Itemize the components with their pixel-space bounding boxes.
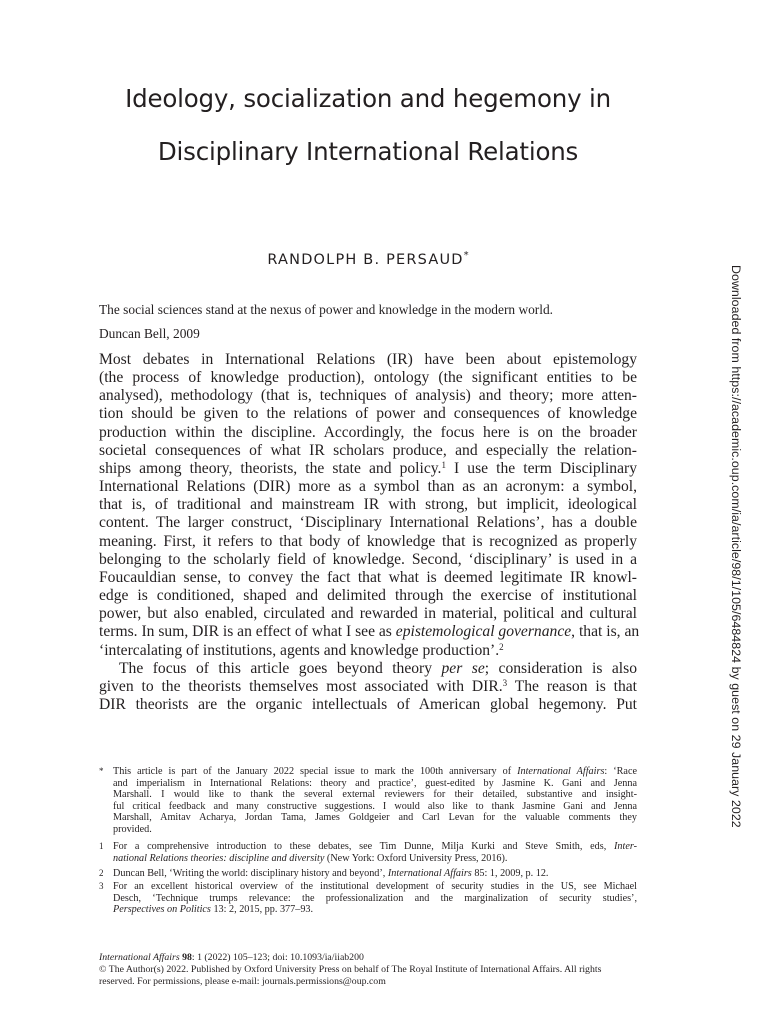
footer-citation: International Affairs 98: 1 (2022) 105–123; doi: 10.1093/ia/iiab200: [99, 952, 364, 963]
author-byline: [0, 250, 736, 268]
body-line: ships among theory, theorists, the state and policy.$^1$ I use the term Disciplinary: [99, 459, 638, 477]
footnote-line: For an excellent historical overview of the institutional development of security studies in the US, see Michael: [113, 881, 637, 892]
footnote-2: [99, 868, 637, 880]
footnote-ref-2[interactable]: 2: [499, 641, 504, 652]
footnote-1: [99, 841, 637, 864]
footnote-mark: *: [99, 766, 104, 776]
footer-copyright: reserved. For permissions, please e-mail: journals.permissions@oup.com: [99, 976, 386, 987]
journal-volume: 98: [182, 952, 192, 963]
download-notice: Downloaded from https://academic.oup.com/ia/article/98/1/105/6484824 by guest on 29 January 2022: [729, 265, 743, 828]
epigraph-quote: The social sciences stand at the nexus of power and knowledge in the modern world.: [99, 302, 554, 317]
body-line: power, but also enabled, circulated and rewarded in material, political and cultural: [99, 605, 637, 623]
footer-copyright: © The Author(s) 2022. Published by Oxford University Press on behalf of The Royal Institute of International Affairs. All rights: [99, 964, 602, 975]
emphasis-term: per se: [441, 659, 485, 677]
footnote-line: provided.: [113, 823, 152, 835]
footnote-mark: 1: [99, 841, 104, 851]
body-line: that is, of traditional and mainstream IR with strong, but implicit, ideological: [99, 496, 637, 514]
body-line: tion should be given to the relations of power and consequences of knowledge: [99, 405, 637, 423]
footnote-line: Marshall. I would like to thank the several external reviewers for their detailed, substantive and insight-: [113, 789, 637, 801]
footnote-ref-3[interactable]: 3: [502, 677, 508, 688]
epigraph-attribution: Duncan Bell, 2009: [99, 326, 200, 341]
footnote-line: and imperialism in International Relations: theory and practice’, guest-edited by Jasmine K. Gani and Jenna: [113, 777, 637, 789]
footnote-line: For a comprehensive introduction to these debates, see Tim Dunne, Milja Kurki and Steve Smith, eds, Inter-: [113, 841, 637, 852]
body-line: societal consequences of what IR scholars produce, and especially the relation-: [99, 441, 637, 459]
footnote-line: Perspectives on Politics 13: 2, 2015, pp. 377–93.: [113, 904, 314, 916]
body-line: Foucauldian sense, to convey the fact that what is deemed legitimate IR knowl-: [99, 568, 637, 586]
body-line: production within the discipline. Accordingly, the focus here is on the broader: [99, 423, 637, 441]
body-line: given to the theorists themselves most associated with DIR.$^3$ The reason is that: [99, 677, 638, 695]
footnote-mark: 3: [99, 881, 104, 891]
body-line: analysed), methodology (that is, techniques of analysis) and theory; more atten-: [99, 387, 637, 405]
body-line: meaning. First, it refers to that body of knowledge that is recognized as properly: [99, 532, 637, 550]
body-line: DIR theorists are the organic intellectuals of American global hegemony. Put: [99, 695, 637, 713]
article-title-line-1: Ideology, socialization and hegemony in: [125, 84, 611, 113]
footnote-star: [99, 766, 637, 836]
body-line: The focus of this article goes beyond theory per se; consideration is also: [119, 659, 637, 677]
footnote-ref-1[interactable]: 1: [441, 459, 446, 470]
author-name: RANDOLPH B. PERSAUD: [267, 252, 464, 268]
emphasis-term: epistemological governance: [395, 623, 572, 641]
footnote-line: This article is part of the January 2022 special issue to mark the 100th anniversary of International Affairs: ‘Race: [113, 766, 637, 777]
footnote-line: national Relations theories: discipline and diversity (New York: Oxford University Press, 2016).: [113, 852, 508, 864]
body-line: (the process of knowledge production), ontology (the significant entities to be: [99, 369, 637, 387]
body-line: ‘intercalating of institutions, agents and knowledge production’.$^2$: [99, 641, 504, 659]
body-line: terms. In sum, DIR is an effect of what I see as epistemological governance, that is, an: [99, 623, 640, 641]
body-line: belonging to the scholarly field of knowledge. Second, ‘disciplinary’ is used in a: [99, 550, 637, 568]
body-line: content. The larger construct, ‘Disciplinary International Relations’, has a double: [99, 514, 637, 532]
page-footer: [99, 952, 659, 988]
article-title-line-2: Disciplinary International Relations: [157, 137, 579, 166]
footnote-line: Marshall, Amitav Acharya, Jordan Tama, James Goldgeier and Carl Levan for the valuable comments they: [113, 812, 637, 824]
body-text: [99, 351, 640, 714]
body-line: International Relations (DIR) more as a symbol than as an acronym: a symbol,: [99, 478, 637, 496]
footnote-mark: 2: [99, 868, 104, 878]
footnote-line: ful critical feedback and many constructive suggestions. I would also like to thank Jasmine Gani and Jenna: [113, 800, 637, 812]
body-line: edge is conditioned, shaped and delimited through the exercise of institutional: [99, 587, 637, 605]
footnote-3: [99, 881, 637, 916]
footnote-line: Desch, ‘Technique trumps relevance: the professionalization and the marginalization of security studies’,: [113, 892, 637, 904]
body-line: Most debates in International Relations (IR) have been about epistemology: [99, 351, 637, 368]
author-footnote-mark[interactable]: *: [463, 250, 469, 261]
journal-name: International Affairs: [99, 952, 180, 963]
footnote-line: Duncan Bell, ‘Writing the world: disciplinary history and beyond’, International Affairs 85: 1, 2009, p. 12.: [113, 868, 549, 879]
